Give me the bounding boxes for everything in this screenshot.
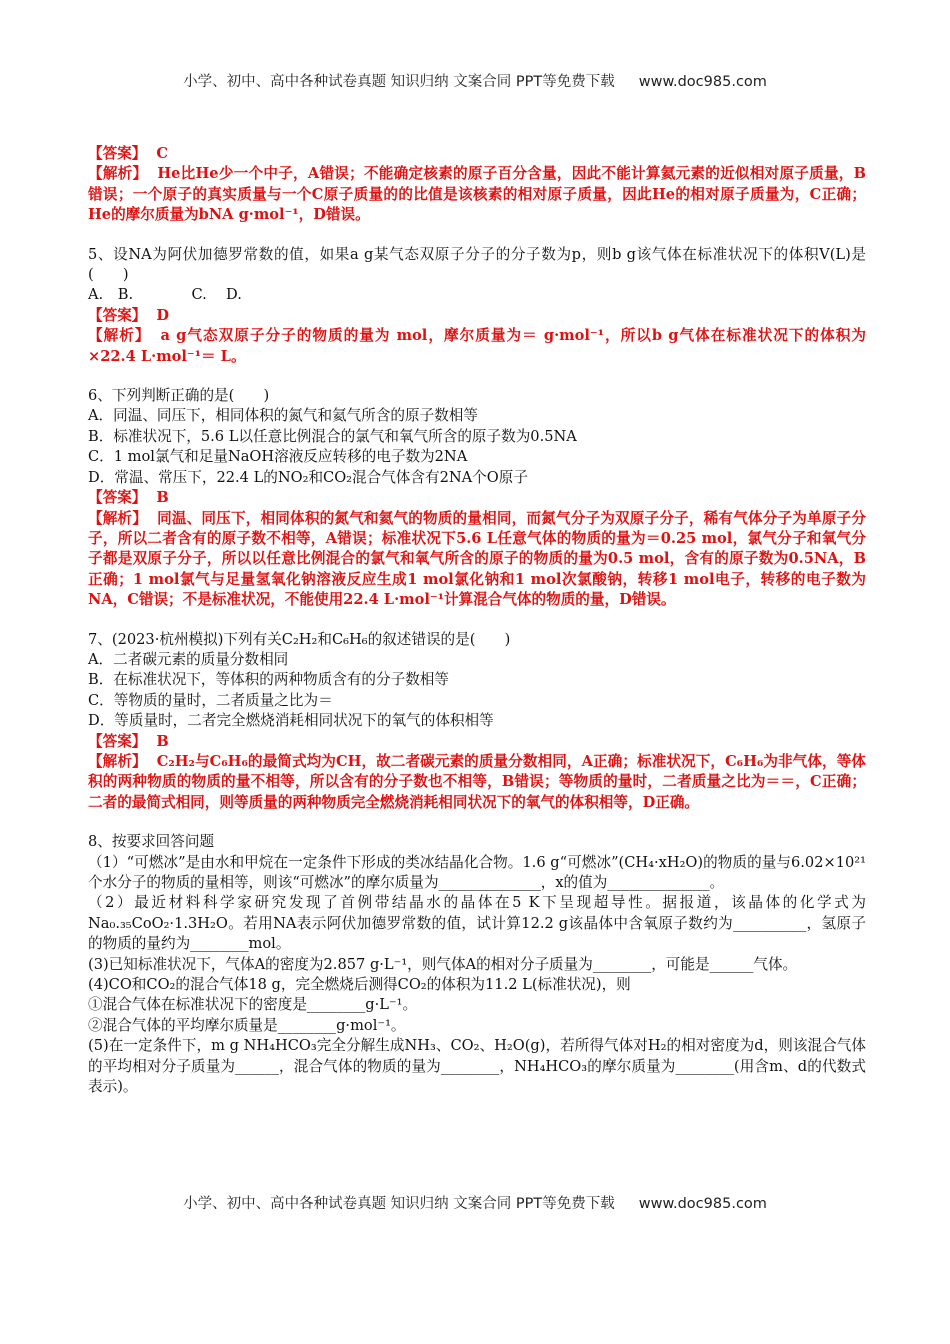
q6-option-a: A．同温、同压下，相同体积的氮气和氦气所含的原子数相等 [88, 407, 478, 425]
q6-analysis [88, 509, 866, 611]
q8-part-4-2: ②混合气体的平均摩尔质量是________g·mol⁻¹。 [88, 1016, 406, 1034]
analysis-text: C₂H₂与C₆H₆的最简式均为CH，故二者碳元素的质量分数相同，A正确；标准状况下，C₆H₆为非气体，等体积的两种物质的物质的量不相等，所以含有的分子数也不相等，B错误；等物质的量时，二者质量之比为＝＝，C正确；二者的最简式相同，则等质量的两种物质完全燃烧消耗相同状况下的氧气的体积相等，D正确。 [88, 752, 866, 811]
q7-answer [88, 732, 866, 752]
q5-analysis [88, 326, 866, 367]
q7-option-b: B．在标准状况下，等体积的两种物质含有的分子数相等 [88, 671, 449, 689]
answer-value: B [156, 489, 169, 507]
q7-option-d: D．等质量时，二者完全燃烧消耗相同状况下的氧气的体积相等 [88, 712, 494, 730]
document-body [88, 144, 866, 1097]
q6-option-b: B．标准状况下，5.6 L以任意比例混合的氯气和氧气所含的原子数为0.5NA [88, 427, 577, 445]
page-footer [0, 1192, 950, 1213]
q6-option-c: C．1 mol氯气和足量NaOH溶液反应转移的电子数为2NA [88, 448, 468, 466]
q5-stem: 5、设NA为阿伏加德罗常数的值，如果a g某气态双原子分子的分子数为p，则b g该气体在标准状况下的体积V(L)是( ) [88, 245, 866, 284]
q8-part-4-1: ①混合气体在标准状况下的密度是________g·L⁻¹。 [88, 996, 418, 1014]
q8-part-5: (5)在一定条件下，m g NH₄HCO₃完全分解生成NH₃、CO₂、H₂O(g)，若所得气体对H₂的相对密度为d，则该混合气体的平均相对分子质量为______，混合气体的物质的量为________，NH₄HCO₃的摩尔质量为________(用含m、d的代数式表示)。 [88, 1037, 866, 1096]
q8-stem: 8、按要求回答问题 [88, 833, 215, 851]
analysis-text: He比He少一个中子，A错误；不能确定核素的原子百分含量，因此不能计算氦元素的近似相对原子质量，B错误；一个原子的真实质量与一个C原子质量的的比值是该核素的相对原子质量，因此He的相对原子质量为，C正确；He的摩尔质量为bNA g·mol⁻¹，D错误。 [88, 165, 866, 224]
q8-part-4: (4)CO和CO₂的混合气体18 g，完全燃烧后测得CO₂的体积为11.2 L(标准状况)，则 [88, 976, 631, 994]
answer-value: B [156, 732, 169, 750]
analysis-text: a g气态双原子分子的物质的量为 mol，摩尔质量为＝ g·mol⁻¹，所以b g气体在标准状况下的体积为×22.4 L·mol⁻¹＝ L。 [88, 327, 866, 365]
q4-answer [88, 144, 866, 164]
q7-stem: 7、(2023·杭州模拟)下列有关C₂H₂和C₆H₆的叙述错误的是( ) [88, 630, 511, 648]
footer-text: 小学、初中、高中各种试卷真题 知识归纳 文案合同 PPT等免费下载 [183, 1196, 615, 1212]
q7-option-a: A．二者碳元素的质量分数相同 [88, 650, 289, 668]
analysis-tag: 【解析】 [88, 327, 151, 345]
page-header [0, 70, 950, 91]
q6-stem: 6、下列判断正确的是( ) [88, 387, 270, 405]
q5-options: A. B. C. D. [88, 286, 242, 304]
q8-part-1: （1）“可燃冰”是由水和甲烷在一定条件下形成的类冰结晶化合物。1.6 g“可燃冰”(CH₄·xH₂O)的物质的量与6.02×10²¹个水分子的物质的量相等，则该“可燃冰”的摩尔质量为______________，x的值为______________。 [88, 853, 866, 891]
answer-value: C [156, 145, 169, 162]
analysis-tag: 【解析】 [88, 752, 147, 770]
q8-part-3: (3)已知标准状况下，气体A的密度为2.857 g·L⁻¹，则气体A的相对分子质量为________，可能是______气体。 [88, 955, 798, 973]
header-url[interactable]: www.doc985.com [638, 74, 767, 90]
answer-tag: 【答案】 [88, 489, 147, 507]
analysis-tag: 【解析】 [88, 165, 148, 183]
answer-tag: 【答案】 [88, 145, 147, 162]
q8-part-2: （2）最近材料科学家研究发现了首例带结晶水的晶体在5 K下呈现超导性。据报道，该晶体的化学式为Na₀.₃₅CoO₂·1.3H₂O。若用NA表示阿伏加德罗常数的值，试计算12.2 g该晶体中含氧原子数约为__________，氢原子的物质的量约为________mol。 [88, 894, 866, 953]
answer-tag: 【答案】 [88, 732, 147, 750]
q7-option-c: C．等物质的量时，二者质量之比为＝ [88, 691, 333, 709]
q6-answer [88, 488, 866, 508]
answer-value: D [156, 306, 170, 324]
q7-analysis [88, 752, 866, 813]
analysis-tag: 【解析】 [88, 509, 148, 527]
analysis-text: 同温、同压下，相同体积的氮气和氦气的物质的量相同，而氮气分子为双原子分子，稀有气体分子为单原子分子，所以二者含有的原子数不相等，A错误；标准状况下5.6 L任意气体的物质的量为＝0.25 mol，氯气分子和氧气分子都是双原子分子，所以以任意比例混合的氯气和氧气所含的原子的物质的量为0.5 mol，含有的原子数为0.5NA，B正确；1 mol氯气与足量氢氧化钠溶液反应生成1 mol氯化钠和1 mol次氯酸钠，转移1 mol电子，转移的电子数为NA，C错误；不是标准状况，不能使用22.4 L·mol⁻¹计算混合气体的物质的量，D错误。 [88, 509, 866, 609]
q6-option-d: D．常温、常压下，22.4 L的NO₂和CO₂混合气体含有2NA个O原子 [88, 468, 528, 486]
footer-url[interactable]: www.doc985.com [638, 1196, 767, 1212]
q5-answer [88, 306, 866, 326]
q4-analysis [88, 164, 866, 225]
answer-tag: 【答案】 [88, 306, 147, 324]
header-text: 小学、初中、高中各种试卷真题 知识归纳 文案合同 PPT等免费下载 [183, 74, 615, 90]
